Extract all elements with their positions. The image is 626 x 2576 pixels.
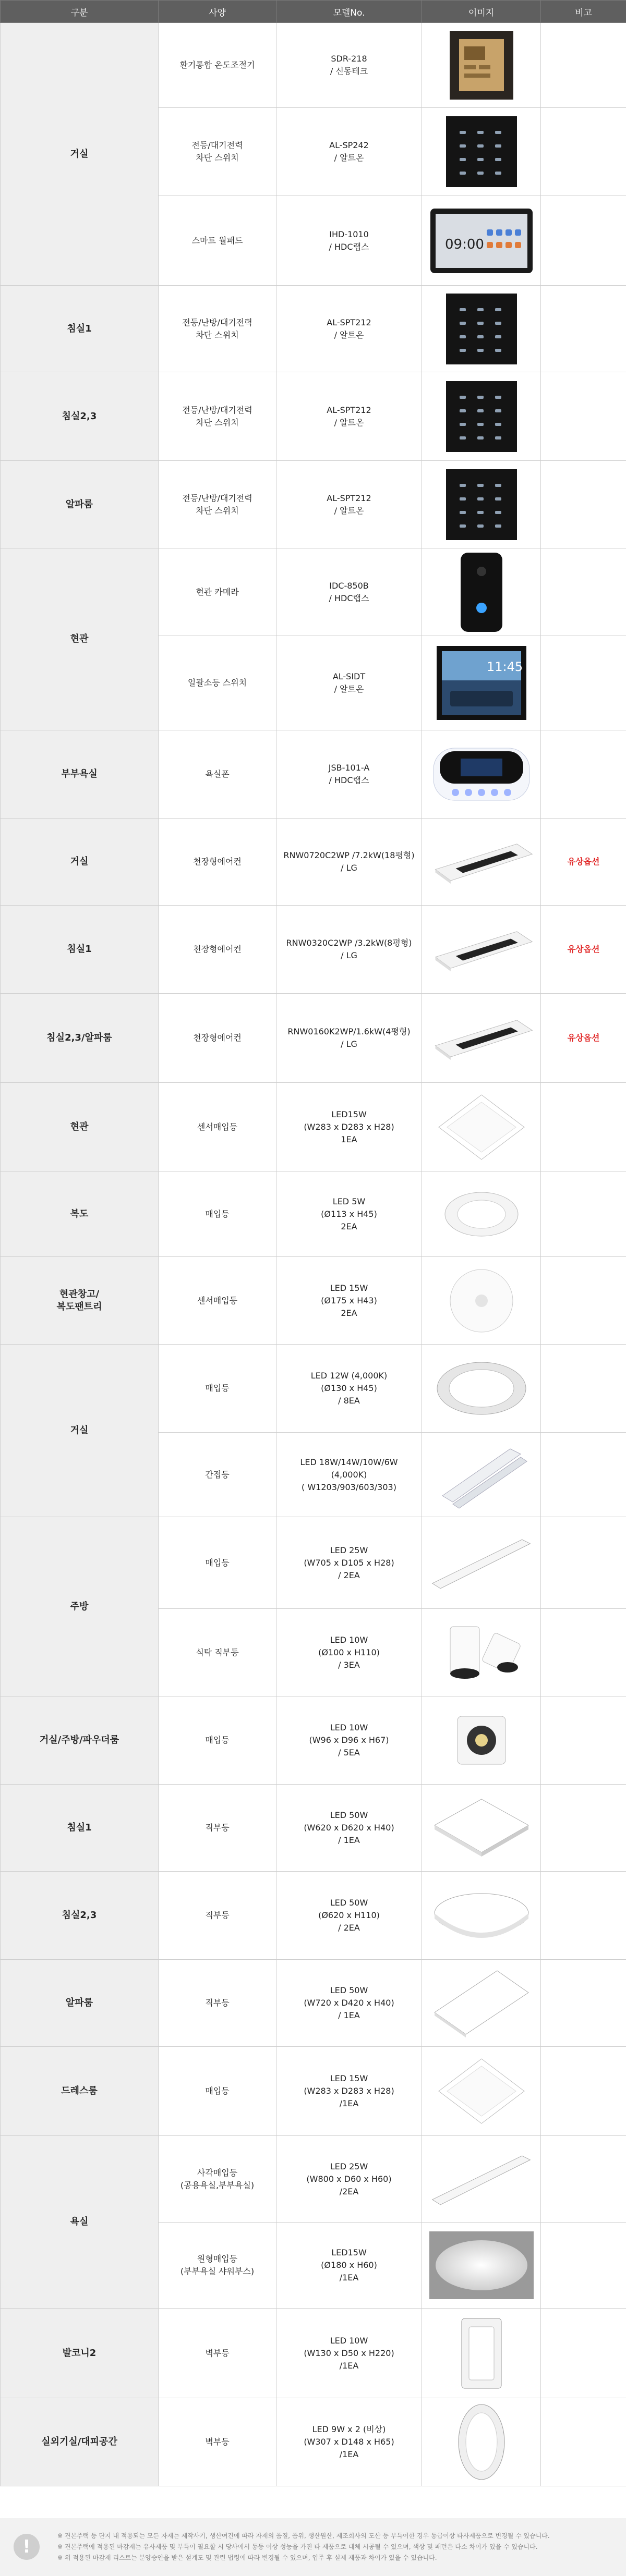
- note-cell: [541, 2309, 626, 2398]
- note-cell: [541, 2398, 626, 2486]
- area-cell: 드레스룸: [1, 2047, 159, 2136]
- model-cell: LED 18W/14W/10W/6W (4,000K) ( W1203/903/603/303): [276, 1433, 422, 1517]
- disclaimer-line: ※ 견본주택에 적용된 마감재는 유사제품 및 부득이 필요할 시 당사에서 동등 이상 성능을 가진 타 제품으로 대체 시공될 수 있으며, 색상 및 패턴은 다소 차이가 있을 수 있습니다.: [57, 2543, 538, 2550]
- image-cell: [422, 1257, 541, 1345]
- linear-panel-light-icon: [425, 2148, 537, 2211]
- model-cell: LED 10W (Ø100 x H110) / 3EA: [276, 1609, 422, 1696]
- model-cell: LED 15W (W283 x D283 x H28) /1EA: [276, 2047, 422, 2136]
- square-panel-light-icon: [425, 2055, 537, 2128]
- note-cell: [541, 1785, 626, 1872]
- spec-cell: 벽부등: [159, 2398, 276, 2486]
- spec-cell: 전등/난방/대기전력 차단 스위치: [159, 286, 276, 372]
- table-row: [1, 994, 626, 1083]
- master-switch-icon: [425, 644, 537, 722]
- area-cell: 욕실: [1, 2136, 159, 2309]
- area-cell: 현관: [1, 548, 159, 730]
- image-cell: [422, 548, 541, 636]
- image-cell: [422, 2223, 541, 2309]
- oval-bulkhead-light-icon: [425, 2400, 537, 2484]
- note-cell: [541, 2223, 626, 2309]
- image-cell: [422, 1433, 541, 1517]
- linear-bar-light-icon: [425, 1438, 537, 1511]
- spec-cell: 환기통합 온도조절기: [159, 23, 276, 108]
- spec-cell: 매입등: [159, 2047, 276, 2136]
- image-cell: [422, 994, 541, 1083]
- model-cell: RNW0720C2WP /7.2kW(18평형) / LG: [276, 819, 422, 906]
- rect-ceiling-light-icon: [425, 1967, 537, 2040]
- model-cell: LED 9W x 2 (비상) (W307 x D148 x H65) /1EA: [276, 2398, 422, 2486]
- note-cell: [541, 1517, 626, 1609]
- round-downlight-icon: [425, 1354, 537, 1422]
- model-cell: AL-SPT212 / 알트온: [276, 461, 422, 548]
- table-row: [1, 1517, 626, 1609]
- note-cell: [541, 1872, 626, 1960]
- model-cell: LED 15W (Ø175 x H43) 2EA: [276, 1257, 422, 1345]
- area-cell: 복도: [1, 1171, 159, 1257]
- image-cell: [422, 1083, 541, 1171]
- disclaimer-line: ※ 견본주택 등 단지 내 적용되는 모든 자재는 제작사기, 생산여건에 따라 자재의 품질, 품위, 생산원산, 제조회사의 도산 등 부득이한 경우 동급이상 타사제품으로 변경될 수 있습니다.: [57, 2532, 550, 2540]
- ring-downlight-icon: [425, 1183, 537, 1246]
- area-cell: 현관창고/ 복도팬트리: [1, 1257, 159, 1345]
- wall-switch-icon: [425, 468, 537, 541]
- table-header-row: [1, 1, 626, 23]
- model-cell: LED 25W (W800 x D60 x H60) /2EA: [276, 2136, 422, 2223]
- image-cell: [422, 1960, 541, 2047]
- area-cell: 침실1: [1, 286, 159, 372]
- area-cell: 침실1: [1, 906, 159, 994]
- spec-cell: 천장형에어컨: [159, 819, 276, 906]
- image-cell: [422, 461, 541, 548]
- svg-text:11:45: 11:45: [486, 660, 523, 674]
- thermostat-icon: [425, 29, 537, 102]
- model-cell: SDR-218 / 신동테크: [276, 23, 422, 108]
- note-cell: [541, 1433, 626, 1517]
- wallpad-icon: [425, 204, 537, 277]
- area-cell: 침실2,3: [1, 1872, 159, 1960]
- spec-cell: 매입등: [159, 1517, 276, 1609]
- note-cell: [541, 372, 626, 461]
- table-row: [1, 286, 626, 372]
- spec-cell: 식탁 직부등: [159, 1609, 276, 1696]
- table-row: [1, 548, 626, 636]
- header-note: 비고: [541, 1, 626, 23]
- glow-round-light-icon: [425, 2231, 537, 2299]
- spec-cell: 간접등: [159, 1433, 276, 1517]
- area-cell: 실외기실/대피공간: [1, 2398, 159, 2486]
- model-cell: IDC-850B / HDC랩스: [276, 548, 422, 636]
- model-cell: LED 10W (W96 x D96 x H67) / 5EA: [276, 1696, 422, 1785]
- disclaimer-footer: [0, 2518, 626, 2576]
- area-cell: 침실2,3: [1, 372, 159, 461]
- table-row: [1, 1345, 626, 1433]
- table-row: [1, 372, 626, 461]
- note-cell: [541, 2136, 626, 2223]
- area-cell: 현관: [1, 1083, 159, 1171]
- image-cell: [422, 1517, 541, 1609]
- spec-cell: 직부등: [159, 1872, 276, 1960]
- table-row: [1, 2047, 626, 2136]
- spec-cell: 스마트 월패드: [159, 196, 276, 286]
- note-cell: [541, 1696, 626, 1785]
- spec-cell: 일괄소등 스위치: [159, 636, 276, 730]
- header-model: 모델No.: [276, 1, 422, 23]
- image-cell: [422, 286, 541, 372]
- model-cell: RNW0160K2WP/1.6kW(4평형) / LG: [276, 994, 422, 1083]
- area-cell: 거실: [1, 1345, 159, 1517]
- area-cell: 거실: [1, 819, 159, 906]
- image-cell: [422, 372, 541, 461]
- image-cell: [422, 906, 541, 994]
- square-ceiling-light-icon: [425, 1794, 537, 1862]
- header-spec: 사양: [159, 1, 276, 23]
- image-cell: [422, 1609, 541, 1696]
- model-cell: LED 50W (W720 x D420 x H40) / 1EA: [276, 1960, 422, 2047]
- image-cell: [422, 2136, 541, 2223]
- table-row: [1, 1785, 626, 1872]
- image-cell: [422, 23, 541, 108]
- spec-cell: 매입등: [159, 1345, 276, 1433]
- note-cell: [541, 108, 626, 196]
- table-row: [1, 23, 626, 108]
- note-cell: 유상옵션: [541, 819, 626, 906]
- table-row: [1, 1872, 626, 1960]
- image-cell: [422, 730, 541, 819]
- spec-cell: 전등/난방/대기전력 차단 스위치: [159, 372, 276, 461]
- model-cell: RNW0320C2WP /3.2kW(8평형) / LG: [276, 906, 422, 994]
- table-row: [1, 2309, 626, 2398]
- door-camera-icon: [425, 551, 537, 634]
- model-cell: JSB-101-A / HDC랩스: [276, 730, 422, 819]
- image-cell: [422, 1696, 541, 1785]
- note-cell: [541, 548, 626, 636]
- table-row: [1, 1257, 626, 1345]
- note-cell: [541, 1609, 626, 1696]
- area-cell: 거실: [1, 23, 159, 286]
- spec-cell: 천장형에어컨: [159, 906, 276, 994]
- note-cell: [541, 461, 626, 548]
- header-area: 구분: [1, 1, 159, 23]
- note-cell: [541, 636, 626, 730]
- spec-cell: 센서매입등: [159, 1083, 276, 1171]
- exclamation-icon: !: [14, 2534, 40, 2560]
- model-cell: LED 12W (4,000K) (Ø130 x H45) / 8EA: [276, 1345, 422, 1433]
- note-cell: [541, 730, 626, 819]
- image-cell: [422, 196, 541, 286]
- table-row: [1, 730, 626, 819]
- wall-switch-icon: [425, 292, 537, 365]
- image-cell: [422, 2398, 541, 2486]
- model-cell: AL-SP242 / 알트온: [276, 108, 422, 196]
- bathroom-phone-icon: [425, 743, 537, 805]
- image-cell: [422, 2047, 541, 2136]
- square-panel-light-icon: [425, 1091, 537, 1164]
- round-ceiling-light-icon: [425, 1884, 537, 1947]
- model-cell: AL-SPT212 / 알트온: [276, 372, 422, 461]
- image-cell: [422, 1872, 541, 1960]
- disclaimer-text: [57, 2531, 610, 2563]
- model-cell: LED 10W (W130 x D50 x H220) /1EA: [276, 2309, 422, 2398]
- model-cell: AL-SPT212 / 알트온: [276, 286, 422, 372]
- model-cell: IHD-1010 / HDC랩스: [276, 196, 422, 286]
- ceiling-aircon-icon: [425, 921, 537, 978]
- model-cell: LED 25W (W705 x D105 x H28) / 2EA: [276, 1517, 422, 1609]
- area-cell: 주방: [1, 1517, 159, 1696]
- model-cell: LED 50W (W620 x D620 x H40) / 1EA: [276, 1785, 422, 1872]
- model-cell: LED 50W (Ø620 x H110) / 2EA: [276, 1872, 422, 1960]
- image-cell: [422, 1345, 541, 1433]
- note-cell: 유상옵션: [541, 906, 626, 994]
- linear-panel-light-icon: [425, 1532, 537, 1594]
- cylinder-spot-light-icon: [425, 1616, 537, 1689]
- table-row: [1, 461, 626, 548]
- spec-cell: 현관 카메라: [159, 548, 276, 636]
- table-row: [1, 2136, 626, 2223]
- spec-cell: 직부등: [159, 1785, 276, 1872]
- spec-cell: 욕실폰: [159, 730, 276, 819]
- table-row: [1, 1083, 626, 1171]
- spec-cell: 사각매입등 (공용욕실,부부욕실): [159, 2136, 276, 2223]
- spec-cell: 매입등: [159, 1696, 276, 1785]
- wall-bracket-light-icon: [425, 2314, 537, 2392]
- note-cell: [541, 196, 626, 286]
- spec-cell: 벽부등: [159, 2309, 276, 2398]
- square-spot-light-icon: [425, 1709, 537, 1772]
- note-cell: [541, 2047, 626, 2136]
- area-cell: 침실2,3/알파룸: [1, 994, 159, 1083]
- note-cell: [541, 1083, 626, 1171]
- wall-switch-icon: [425, 380, 537, 453]
- image-cell: [422, 1785, 541, 1872]
- note-cell: [541, 286, 626, 372]
- note-cell: [541, 1257, 626, 1345]
- image-cell: [422, 636, 541, 730]
- model-cell: AL-SIDT / 알트온: [276, 636, 422, 730]
- model-cell: LED15W (Ø180 x H60) /1EA: [276, 2223, 422, 2309]
- area-cell: 거실/주방/파우더룸: [1, 1696, 159, 1785]
- spec-cell: 매입등: [159, 1171, 276, 1257]
- table-row: [1, 1696, 626, 1785]
- ceiling-aircon-icon: [425, 833, 537, 890]
- table-row: [1, 2398, 626, 2486]
- spec-cell: 센서매입등: [159, 1257, 276, 1345]
- disclaimer-line: ※ 위 적용된 마감재 리스트는 분양승인을 받은 설계도 및 관련 법령에 따라 변경될 수 있으며, 입주 후 실제 제품과 차이가 있을 수 있습니다.: [57, 2554, 437, 2561]
- area-cell: 침실1: [1, 1785, 159, 1872]
- spec-cell: 직부등: [159, 1960, 276, 2047]
- image-cell: [422, 819, 541, 906]
- note-cell: [541, 23, 626, 108]
- area-cell: 알파룸: [1, 1960, 159, 2047]
- wall-switch-icon: [425, 115, 537, 188]
- area-cell: 발코니2: [1, 2309, 159, 2398]
- spec-cell: 전등/대기전력 차단 스위치: [159, 108, 276, 196]
- table-row: [1, 1171, 626, 1257]
- spec-cell: 원형매입등 (부부욕실 샤워부스): [159, 2223, 276, 2309]
- ceiling-aircon-icon: [425, 1009, 537, 1067]
- note-cell: [541, 1345, 626, 1433]
- table-row: [1, 906, 626, 994]
- spec-cell: 천장형에어컨: [159, 994, 276, 1083]
- table-row: [1, 819, 626, 906]
- table-body: [1, 23, 626, 2486]
- model-cell: LED 5W (Ø113 x H45) 2EA: [276, 1171, 422, 1257]
- svg-text:09:00: 09:00: [444, 236, 484, 252]
- area-cell: 부부욕실: [1, 730, 159, 819]
- model-cell: LED15W (W283 x D283 x H28) 1EA: [276, 1083, 422, 1171]
- image-cell: [422, 2309, 541, 2398]
- table-row: [1, 1960, 626, 2047]
- sensor-downlight-icon: [425, 1264, 537, 1337]
- image-cell: [422, 108, 541, 196]
- note-cell: 유상옵션: [541, 994, 626, 1083]
- note-cell: [541, 1960, 626, 2047]
- image-cell: [422, 1171, 541, 1257]
- area-cell: 알파룸: [1, 461, 159, 548]
- header-image: 이미지: [422, 1, 541, 23]
- spec-cell: 전등/난방/대기전력 차단 스위치: [159, 461, 276, 548]
- note-cell: [541, 1171, 626, 1257]
